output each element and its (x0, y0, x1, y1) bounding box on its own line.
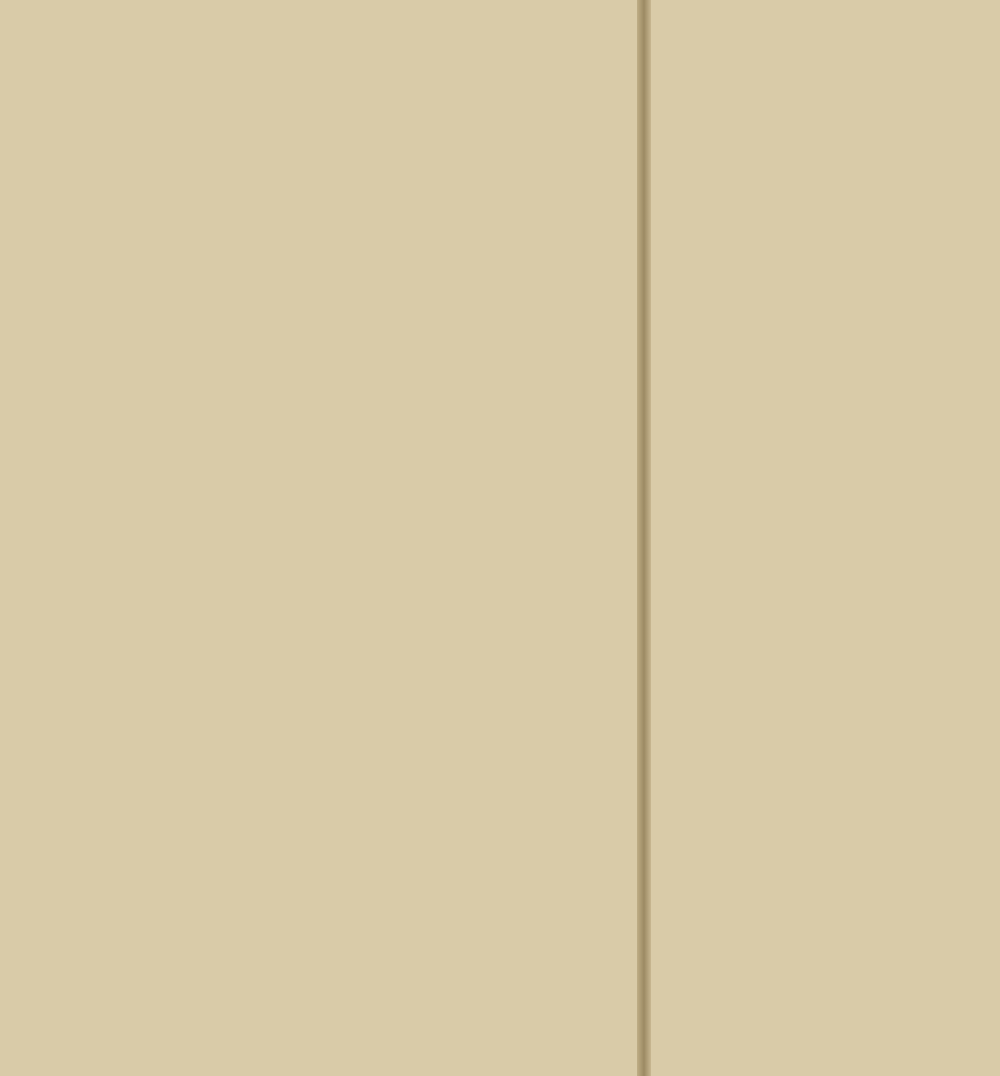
header-col6-stand-beruf (549, 68, 639, 278)
header-welchem-staate (668, 268, 740, 278)
header-anderen-staaten (668, 244, 740, 264)
header-col2-geschlecht (272, 68, 310, 228)
header-voruebergehend (744, 220, 874, 230)
header-col5-familienstand (410, 68, 546, 228)
header-verhaeltniss (466, 240, 546, 280)
header-ordnungsnummer (48, 130, 70, 220)
header-col7-staatsangehoerigkeit (648, 74, 740, 234)
header-gast-familie (792, 236, 868, 266)
header-col9-maengel (895, 62, 979, 232)
header-col4-religion (359, 68, 407, 288)
header-gast-close (840, 268, 860, 278)
header-vorname (74, 258, 164, 268)
header-col8-aufenthalt (744, 64, 892, 214)
header-col3-alter (312, 68, 356, 278)
header-familienname (170, 258, 270, 268)
header-col1-name (74, 68, 270, 238)
